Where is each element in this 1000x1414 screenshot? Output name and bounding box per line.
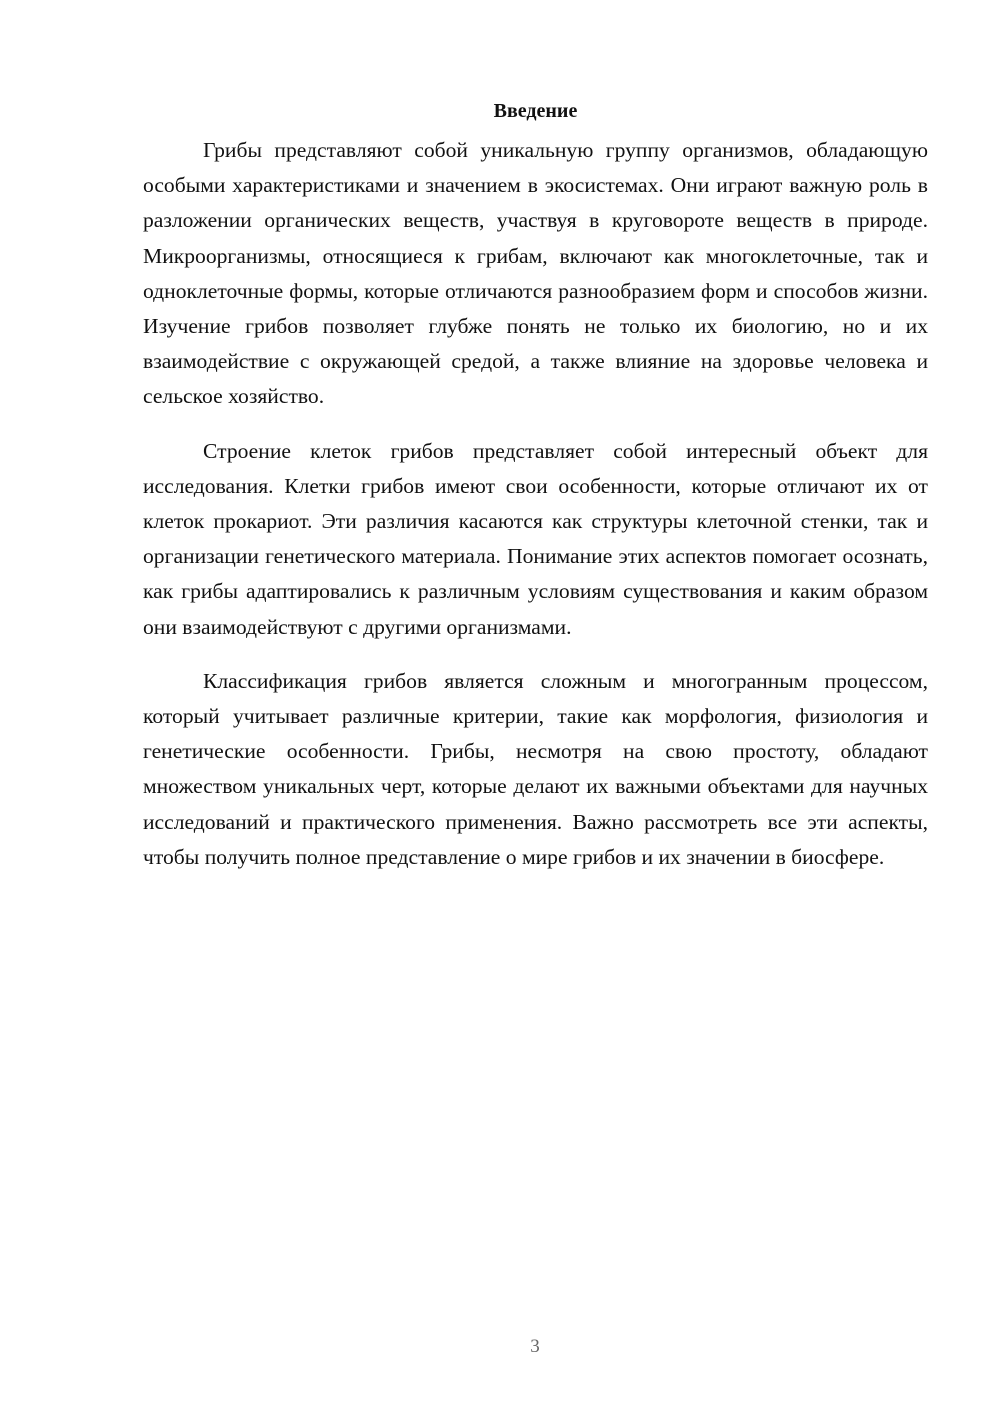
paragraph-cell-structure: Строение клеток грибов представляет собой интересный объект для исследования. Клетки грибов имеют свои особенности, которые отличают их от клеток прокариот. Эти различия касаются как структуры клеточной стенки, так и организации генетического материала. Понимание этих аспектов помогает осознать, как грибы адаптировались к различным условиям существования и каким образом они взаимодействуют с другими организмами. <box>143 438 928 639</box>
section-title: Введение <box>493 100 578 122</box>
page-content <box>143 97 928 894</box>
paragraph-intro: Грибы представляют собой уникальную группу организмов, обладающую особыми характеристиками и значением в экосистемах. Они играют важную роль в разложении органических веществ, участвуя в круговороте веществ в природе. Микроорганизмы, относящиеся к грибам, включают как многоклеточные, так и одноклеточные формы, которые отличаются разнообразием форм и способов жизни. Изучение грибов позволяет глубже понять не только их биологию, но и их взаимодействие с окружающей средой, а также влияние на здоровье человека и сельское хозяйство. <box>143 138 928 409</box>
page-number: 3 <box>530 1336 540 1357</box>
paragraph-classification: Классификация грибов является сложным и многогранным процессом, который учитывает различные критерии, такие как морфология, физиология и генетические особенности. Грибы, несмотря на свою простоту, обладают множеством уникальных черт, которые делают их важными объектами для научных исследований и практического применения. Важно рассмотреть все эти аспекты, чтобы получить полное представление о мире грибов и их значении в биосфере. <box>143 668 928 869</box>
